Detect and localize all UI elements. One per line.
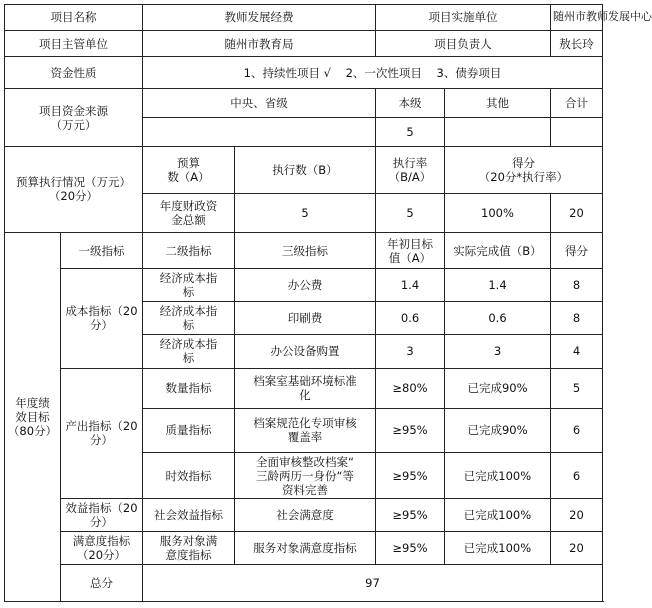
level2-cell: 经济成本指 标 <box>143 301 235 334</box>
actual-cell: 已完成90% <box>445 368 551 408</box>
level2-cell: 经济成本指 标 <box>143 334 235 368</box>
total-score-label: 总分 <box>61 564 143 601</box>
level2-cell: 质量指标 <box>143 408 235 452</box>
level3-cell: 档案室基础环境标准 化 <box>235 368 376 408</box>
performance-table-container <box>4 4 652 602</box>
level3-cell: 档案规范化专项审核 覆盖率 <box>235 408 376 452</box>
level3-cell: 社会满意度 <box>235 499 376 532</box>
total-value <box>551 118 603 147</box>
annual-goals-label: 年度绩 效目标 （80分） <box>5 233 61 602</box>
level2-cell: 服务对象满 意度指标 <box>143 532 235 565</box>
level2-cell: 社会效益指标 <box>143 499 235 532</box>
target-cell: 3 <box>376 334 445 368</box>
fund-source-label: 项目资金来源 （万元） <box>5 89 143 147</box>
level3-cell: 服务对象满意度指标 <box>235 532 376 565</box>
row-fund-nature <box>5 57 603 89</box>
row-total <box>5 564 603 601</box>
local-label: 本级 <box>376 89 445 118</box>
actual-cell: 已完成100% <box>445 532 551 565</box>
level3-cell: 全面审核整改档案“ 三龄两历一身份“等 资料完善 <box>235 452 376 498</box>
row-project-name <box>5 5 603 31</box>
target-cell: 0.6 <box>376 301 445 334</box>
score-cell: 20 <box>551 499 603 532</box>
target-cell: ≥95% <box>376 532 445 565</box>
supervisor-value: 随州市教育局 <box>143 30 376 57</box>
other-label: 其他 <box>445 89 551 118</box>
level2-cell: 数量指标 <box>143 368 235 408</box>
col-level1: 一级指标 <box>61 233 143 269</box>
score-label: 得分 （20分*执行率） <box>445 146 603 193</box>
score-cell: 5 <box>551 368 603 408</box>
supervisor-label: 项目主管单位 <box>5 30 143 57</box>
col-level2: 二级指标 <box>143 233 235 269</box>
table-row <box>5 532 603 565</box>
level3-cell: 办公设备购置 <box>235 334 376 368</box>
actual-cell: 已完成100% <box>445 499 551 532</box>
performance-evaluation-table <box>4 4 652 602</box>
actual-cell: 0.6 <box>445 301 551 334</box>
target-cell: ≥95% <box>376 499 445 532</box>
total-score-value: 97 <box>143 564 603 601</box>
actual-cell: 已完成100% <box>445 452 551 498</box>
row-source-header <box>5 89 603 118</box>
row-supervisor <box>5 30 603 57</box>
level2-cell: 经济成本指 标 <box>143 269 235 302</box>
impl-unit-label: 项目实施单位 <box>376 5 551 31</box>
level3-cell: 办公费 <box>235 269 376 302</box>
fiscal-total-label: 年度财政资 金总额 <box>143 194 235 233</box>
project-name-label: 项目名称 <box>5 5 143 31</box>
score-value: 20 <box>551 194 603 233</box>
central-label: 中央、省级 <box>143 89 376 118</box>
execution-label: 预算执行情况（万元） （20分） <box>5 146 143 232</box>
actual-cell: 1.4 <box>445 269 551 302</box>
rate-value: 100% <box>445 194 551 233</box>
row-execution-header <box>5 146 603 193</box>
col-score: 得分 <box>551 233 603 269</box>
executed-label: 执行数（B） <box>235 146 376 193</box>
central-value <box>143 118 376 147</box>
table-row <box>5 269 603 302</box>
cost-indicator-label: 成本指标（20分） <box>61 269 143 369</box>
score-cell: 20 <box>551 532 603 565</box>
executed-value: 5 <box>376 194 445 233</box>
leader-value: 敖长玲 <box>551 30 603 57</box>
target-cell: 1.4 <box>376 269 445 302</box>
budget-value: 5 <box>235 194 376 233</box>
level3-cell: 印刷费 <box>235 301 376 334</box>
satisfaction-indicator-label: 满意度指标 （20分） <box>61 532 143 565</box>
target-cell: ≥95% <box>376 452 445 498</box>
score-cell: 6 <box>551 452 603 498</box>
other-value <box>445 118 551 147</box>
impl-unit-value: 随州市教师发展中心 <box>551 5 603 31</box>
col-actual: 实际完成值（B） <box>445 233 551 269</box>
benefit-indicator-label: 效益指标（20分） <box>61 499 143 532</box>
score-cell: 8 <box>551 269 603 302</box>
col-target: 年初目标 值（A） <box>376 233 445 269</box>
output-indicator-label: 产出指标（20分） <box>61 368 143 498</box>
project-name-value: 教师发展经费 <box>143 5 376 31</box>
local-value: 5 <box>376 118 445 147</box>
budget-label: 预算 数（A） <box>143 146 235 193</box>
table-row <box>5 368 603 408</box>
fund-nature-value: 1、持续性项目 √ 2、一次性项目 3、债券项目 <box>143 57 603 89</box>
rate-label: 执行率 （B/A） <box>376 146 445 193</box>
score-cell: 8 <box>551 301 603 334</box>
actual-cell: 已完成90% <box>445 408 551 452</box>
table-row <box>5 499 603 532</box>
score-cell: 4 <box>551 334 603 368</box>
actual-cell: 3 <box>445 334 551 368</box>
target-cell: ≥95% <box>376 408 445 452</box>
col-level3: 三级指标 <box>235 233 376 269</box>
row-goals-header <box>5 233 603 269</box>
fund-nature-label: 资金性质 <box>5 57 143 89</box>
total-label: 合计 <box>551 89 603 118</box>
level2-cell: 时效指标 <box>143 452 235 498</box>
target-cell: ≥80% <box>376 368 445 408</box>
leader-label: 项目负责人 <box>376 30 551 57</box>
score-cell: 6 <box>551 408 603 452</box>
